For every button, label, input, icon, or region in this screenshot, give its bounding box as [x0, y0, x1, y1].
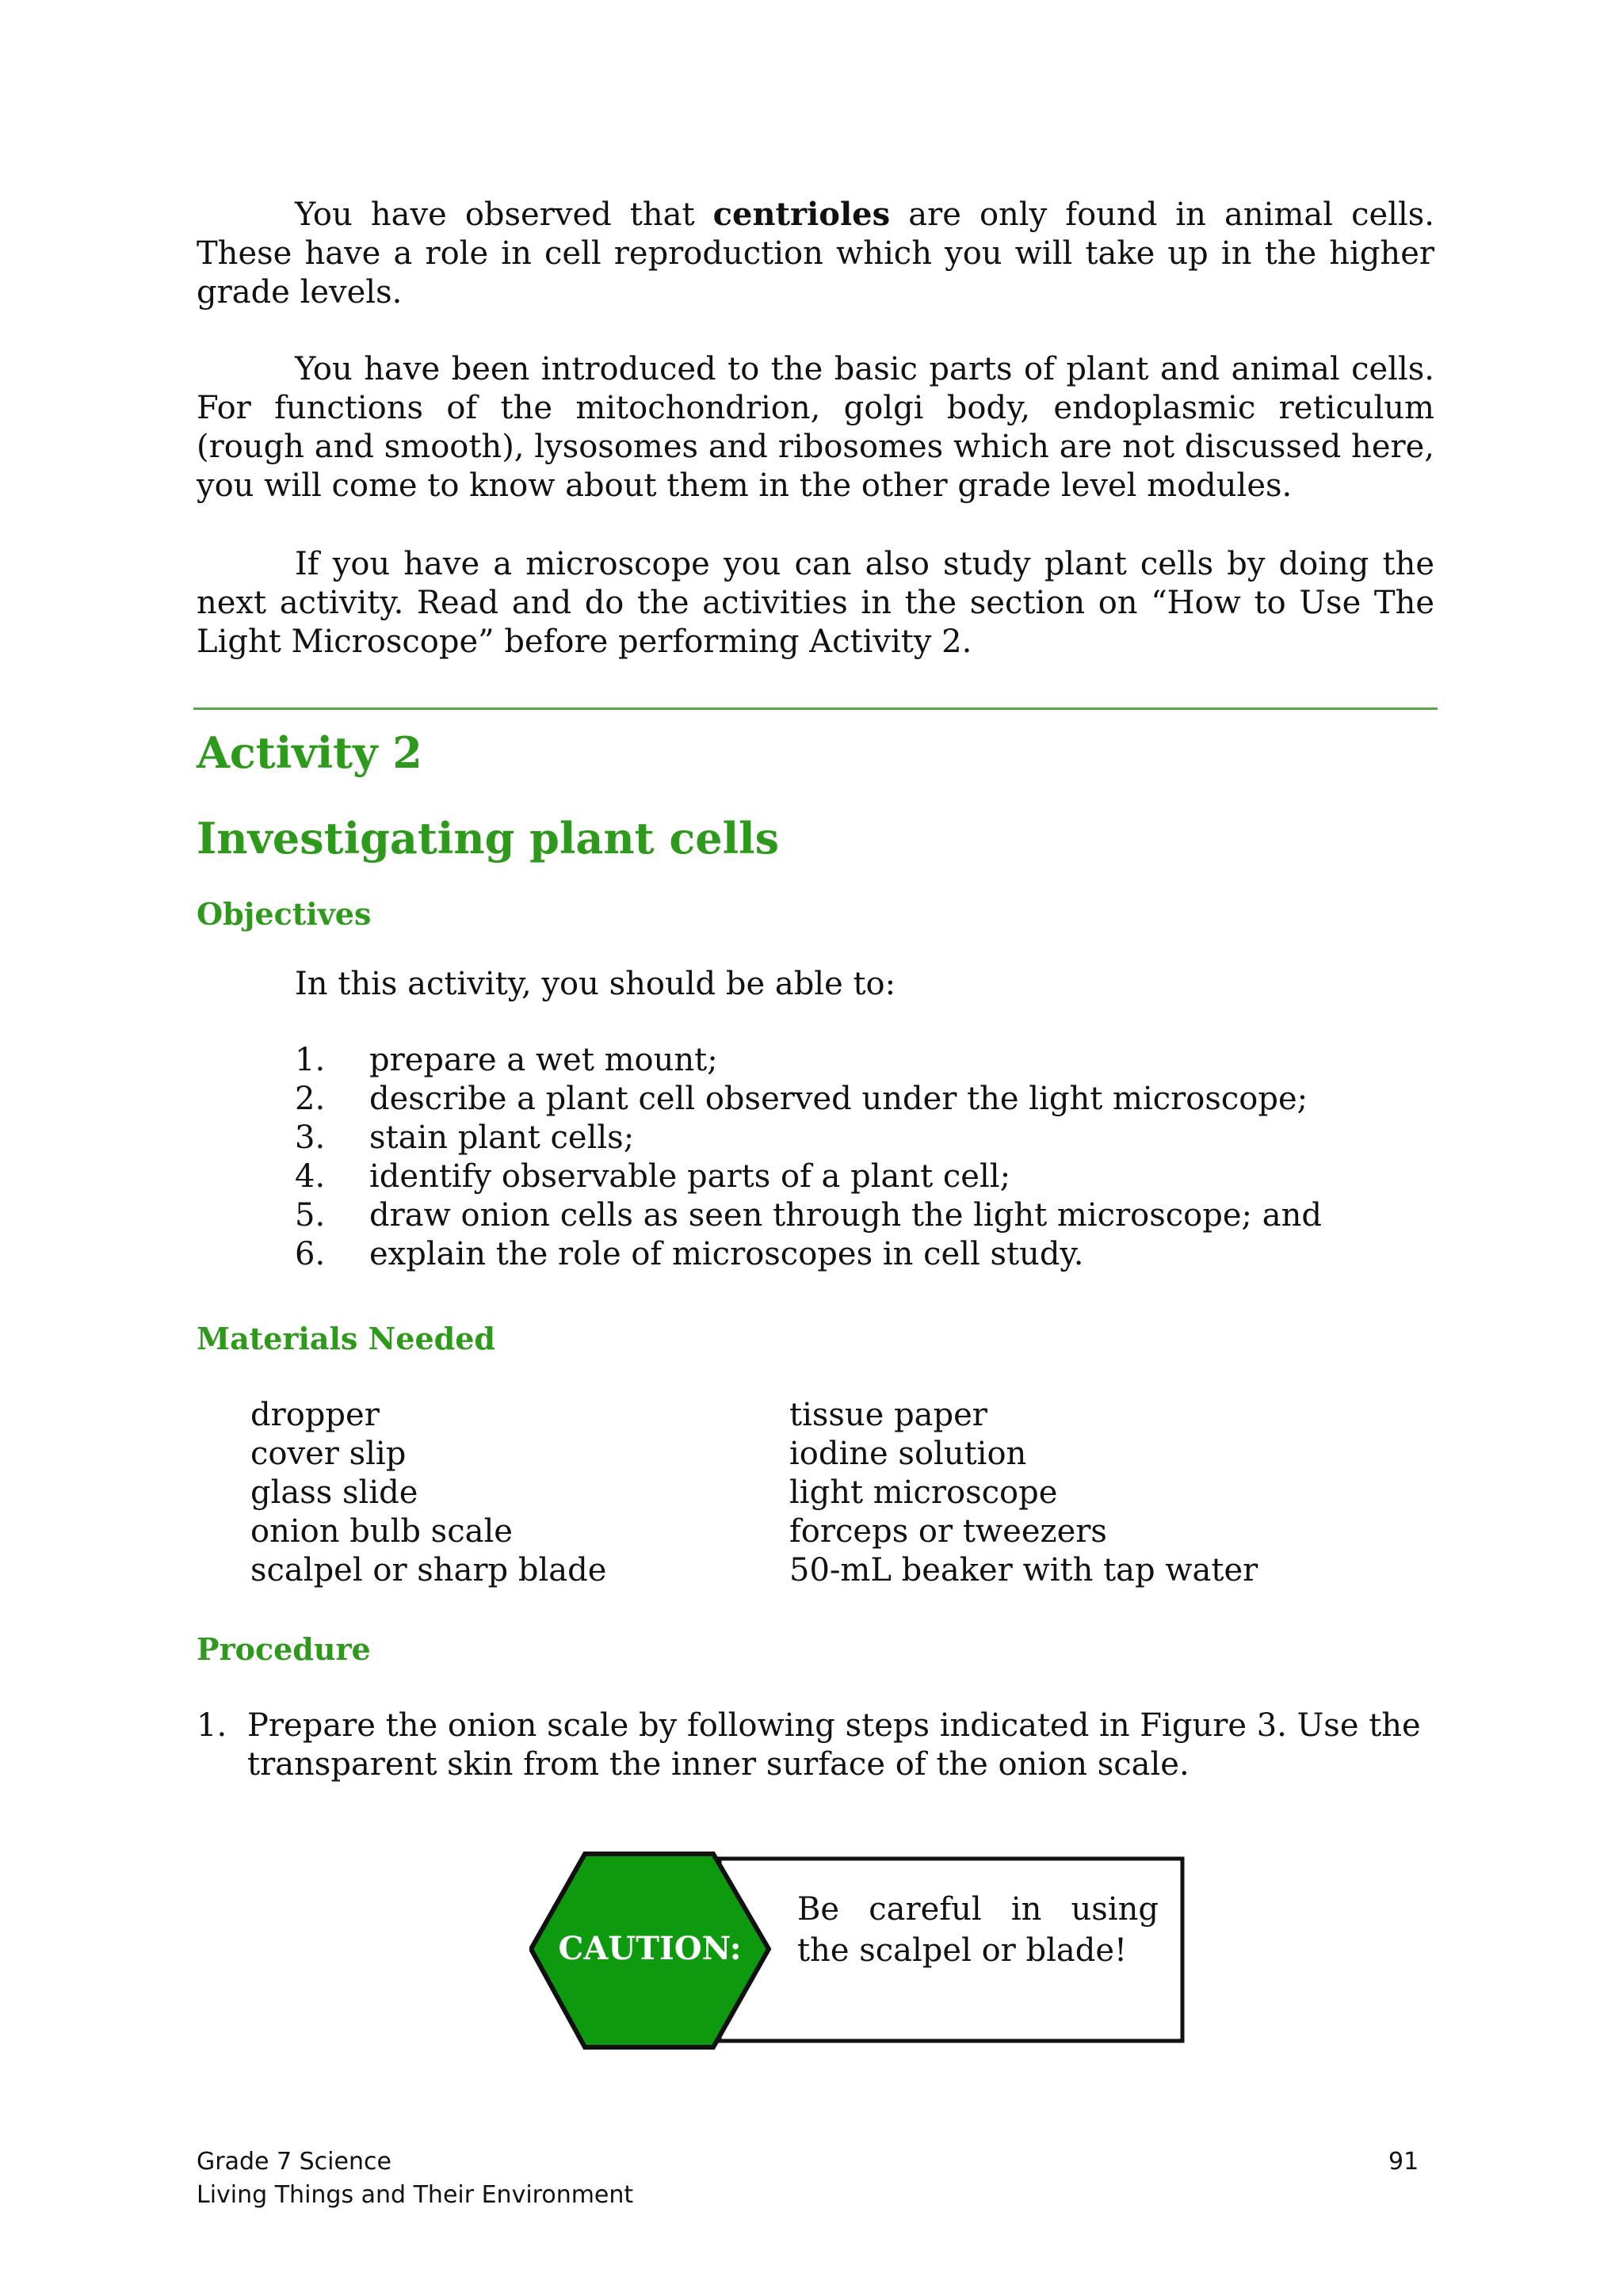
list-item: iodine solution	[789, 1436, 1027, 1472]
page-number: 91	[1388, 2148, 1419, 2176]
intro-paragraph-3: If you have a microscope you can also study plant cells by doing the next activity. Read and do the activities in the section on “How to Use The Light Microscope” before performing Activity 2.	[197, 546, 1434, 660]
caution-callout	[529, 1848, 1189, 2055]
objectives-heading: Objectives	[197, 896, 372, 932]
list-item: 4. identify observable parts of a plant cell;	[295, 1158, 1011, 1195]
footer-course: Grade 7 Science	[197, 2148, 391, 2176]
list-item: 1. prepare a wet mount;	[295, 1042, 718, 1078]
list-item: light microscope	[789, 1474, 1058, 1511]
intro-paragraph-1: You have observed that centrioles are only found in animal cells. These have a role in cell reproduction which you will take up in the higher grade levels.	[197, 196, 1434, 311]
objectives-list	[295, 1041, 1322, 1274]
procedure-heading: Procedure	[197, 1631, 371, 1667]
materials-column-1	[250, 1396, 606, 1590]
footer-unit: Living Things and Their Environment	[197, 2181, 634, 2209]
list-item: 6. explain the role of microscopes in cell study.	[295, 1236, 1084, 1272]
activity-title: Investigating plant cells	[197, 813, 780, 864]
list-item: 2. describe a plant cell observed under the light microscope;	[295, 1081, 1308, 1117]
materials-column-2	[789, 1396, 1258, 1590]
step-number: 1.	[197, 1707, 227, 1744]
activity-label: Activity 2	[197, 727, 422, 778]
list-item: onion bulb scale	[250, 1513, 513, 1550]
caution-label: CAUTION:	[558, 1930, 742, 1967]
list-item: glass slide	[250, 1474, 418, 1511]
section-divider	[193, 707, 1438, 710]
materials-heading: Materials Needed	[197, 1321, 495, 1356]
procedure-step-1: 1. Prepare the onion scale by following steps indicated in Figure 3. Use the transparent skin from the inner surface of the onion scale.	[197, 1707, 1421, 1783]
list-item: tissue paper	[789, 1397, 987, 1433]
term-centrioles: centrioles	[712, 196, 891, 233]
caution-text: Be careful in using the scalpel or blade!	[797, 1891, 1159, 1969]
list-item: 50-mL beaker with tap water	[789, 1552, 1258, 1589]
intro-paragraph-2: You have been introduced to the basic parts of plant and animal cells. For functions of the mitochondrion, golgi body, endoplasmic reticulum (rough and smooth), lysosomes and ribosomes which are not discussed here, you will come to know about them in the other grade level modules.	[197, 351, 1434, 504]
list-item: 3. stain plant cells;	[295, 1119, 635, 1156]
objectives-intro: In this activity, you should be able to:	[295, 966, 896, 1002]
list-item: cover slip	[250, 1436, 407, 1472]
list-item: scalpel or sharp blade	[250, 1552, 607, 1589]
list-item: 5. draw onion cells as seen through the light microscope; and	[295, 1197, 1322, 1234]
list-item: forceps or tweezers	[789, 1513, 1107, 1550]
list-item: dropper	[250, 1397, 380, 1433]
